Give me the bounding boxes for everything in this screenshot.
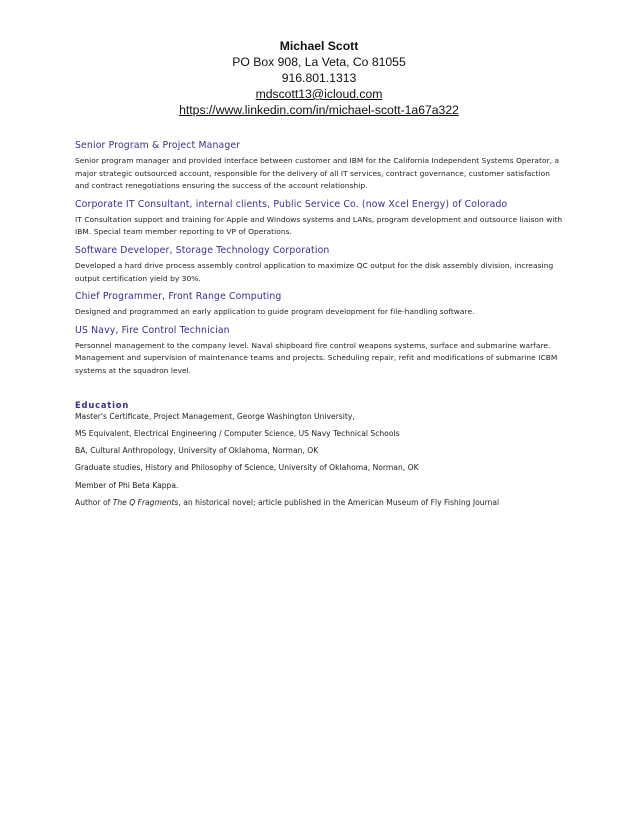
role-description: Personnel management to the company level. Naval shipboard fire control weapons systems, surface and submarine warfare. Management and supervision of maintenance teams and projects. Scheduling repair, refit and modifications of submarine ICBM systems at the squadron level. [75, 340, 558, 375]
role-title: Chief Programmer, Front Range Computing [75, 291, 282, 303]
experience-entry [75, 325, 565, 378]
role-description: Senior program manager and provided interface between customer and IBM for the California Independent Systems Operator, a major strategic outsourced account, responsible for the delivery of all IT services, contract governance, customer satisfaction and contract renegotiations ensuring the success of the account relationship. [75, 156, 560, 191]
role-title: Software Developer, Storage Technology Corporation [75, 244, 330, 256]
applicant-name: Michael Scott [279, 39, 359, 53]
author-prefix: Author of [75, 498, 113, 508]
role-title: Corporate IT Consultant, internal clients, Public Service Co. (now Xcel Energy) of Colorado [75, 198, 508, 210]
role-title: US Navy, Fire Control Technician [75, 324, 230, 336]
role-title: Senior Program & Project Manager [75, 140, 241, 151]
resume-body [75, 140, 565, 509]
education-item: Graduate studies, History and Philosophy of Science, University of Oklahoma, Norman, OK [75, 463, 419, 473]
education-heading: Education [75, 399, 130, 410]
education-section [75, 400, 565, 509]
linkedin-link[interactable]: https://www.linkedin.com/in/michael-scott-1a67a322 [179, 103, 459, 117]
education-item: MS Equivalent, Electrical Engineering / Computer Science, US Navy Technical Schools [75, 428, 400, 438]
experience-section [75, 140, 565, 378]
role-description: IT Consultation support and training for Apple and Windows systems and LANs, program development and outsource liaison with IBM. Special team member reporting to VP of Operations. [75, 214, 563, 237]
author-suffix: , an historical novel; article published in the American Museum of Fly Fishing Journal [178, 498, 500, 508]
contact-header [0, 38, 638, 118]
education-item: BA, Cultural Anthropology, University of Oklahoma, Norman, OK [75, 446, 319, 456]
education-item: Master's Certificate, Project Management, George Washington University, [75, 411, 355, 421]
role-description: Developed a hard drive process assembly control application to maximize QC output for the disk assembly division, increasing output certification yield by 30%. [75, 260, 554, 283]
role-description: Designed and programmed an early application to guide program development for file-handling software. [75, 307, 475, 317]
email-link[interactable]: mdscott13@icloud.com [255, 87, 383, 101]
book-title: The Q Fragments [112, 498, 179, 508]
postal-address: PO Box 908, La Veta, Co 81055 [232, 55, 406, 69]
experience-entry [75, 140, 565, 193]
experience-entry [75, 245, 565, 285]
education-item: Member of Phi Beta Kappa. [75, 480, 179, 490]
author-credit [75, 497, 565, 509]
phone-number: 916.801.1313 [281, 71, 357, 85]
experience-entry [75, 199, 565, 239]
experience-entry [75, 291, 565, 319]
